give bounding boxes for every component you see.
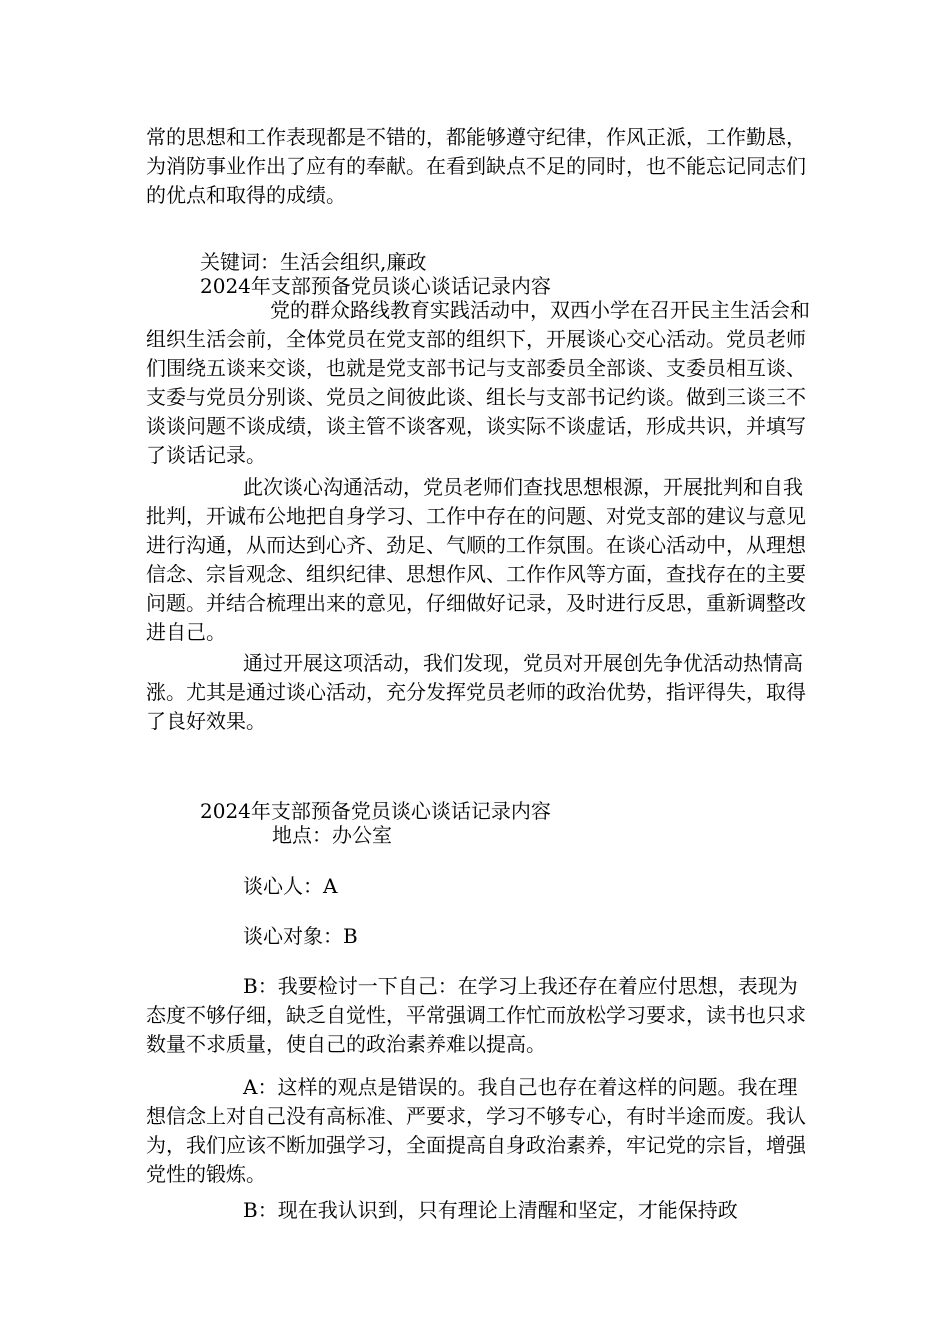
talker-line: 谈心人：A bbox=[243, 874, 338, 898]
target-line: 谈心对象：B bbox=[243, 924, 358, 948]
keywords-line: 关键词：生活会组织,廉政 bbox=[200, 250, 427, 274]
paragraph-top: 常的思想和工作表现都是不错的，都能够遵守纪律，作风正派，工作勤恳，为消防事业作出了应有的奉献。在看到缺点不足的同时，也不能忘记同志们的优点和取得的成绩。 bbox=[146, 125, 806, 207]
dialogue-a1: A：这样的观点是错误的。我自己也存在着这样的问题。我在理想信念上对自己没有高标准、严要求，学习不够专心，有时半途而废。我认为，我们应该不断加强学习，全面提高自身政治素养，牢记党的宗旨，增强党性的锻炼。 bbox=[146, 1075, 806, 1186]
dialogue-b1: B：我要检讨一下自己：在学习上我还存在着应付思想，表现为态度不够仔细，缺乏自觉性，平常强调工作忙而放松学习要求，读书也只求数量不求质量，使自己的政治素养难以提高。 bbox=[146, 974, 806, 1056]
title-2: 2024年支部预备党员谈心谈话记录内容 bbox=[200, 799, 551, 823]
paragraph-2: 此次谈心沟通活动，党员老师们查找思想根源，开展批判和自我批判，开诚布公地把自身学习、工作中存在的问题、对党支部的建议与意见进行沟通，从而达到心齐、劲足、气顺的工作氛围。在谈心活动中，从理想信念、宗旨观念、组织纪律、思想作风、工作作风等方面，查找存在的主要问题。并结合梳理出来的意见，仔细做好记录，及时进行反思，重新调整改进自己。 bbox=[146, 475, 806, 644]
paragraph-3: 通过开展这项活动，我们发现，党员对开展创先争优活动热情高涨。尤其是通过谈心活动，充分发挥党员老师的政治优势，指评得失，取得了良好效果。 bbox=[146, 651, 806, 733]
dialogue-b2: B：现在我认识到，只有理论上清醒和坚定，才能保持政 bbox=[243, 1198, 738, 1222]
location-line: 地点：办公室 bbox=[272, 823, 392, 847]
paragraph-1: 党的群众路线教育实践活动中，双西小学在召开民主生活会和组织生活会前，全体党员在党支部的组织下，开展谈心交心活动。党员老师们围绕五谈来交谈，也就是党支部书记与支部委员全部谈、支委员相互谈、支委与党员分别谈、党员之间彼此谈、组长与支部书记约谈。做到三谈三不谈谈问题不谈成绩，谈主管不谈客观，谈实际不谈虚话，形成共识，并填写了谈话记录。 bbox=[146, 298, 810, 467]
title-1: 2024年支部预备党员谈心谈话记录内容 bbox=[200, 274, 551, 298]
